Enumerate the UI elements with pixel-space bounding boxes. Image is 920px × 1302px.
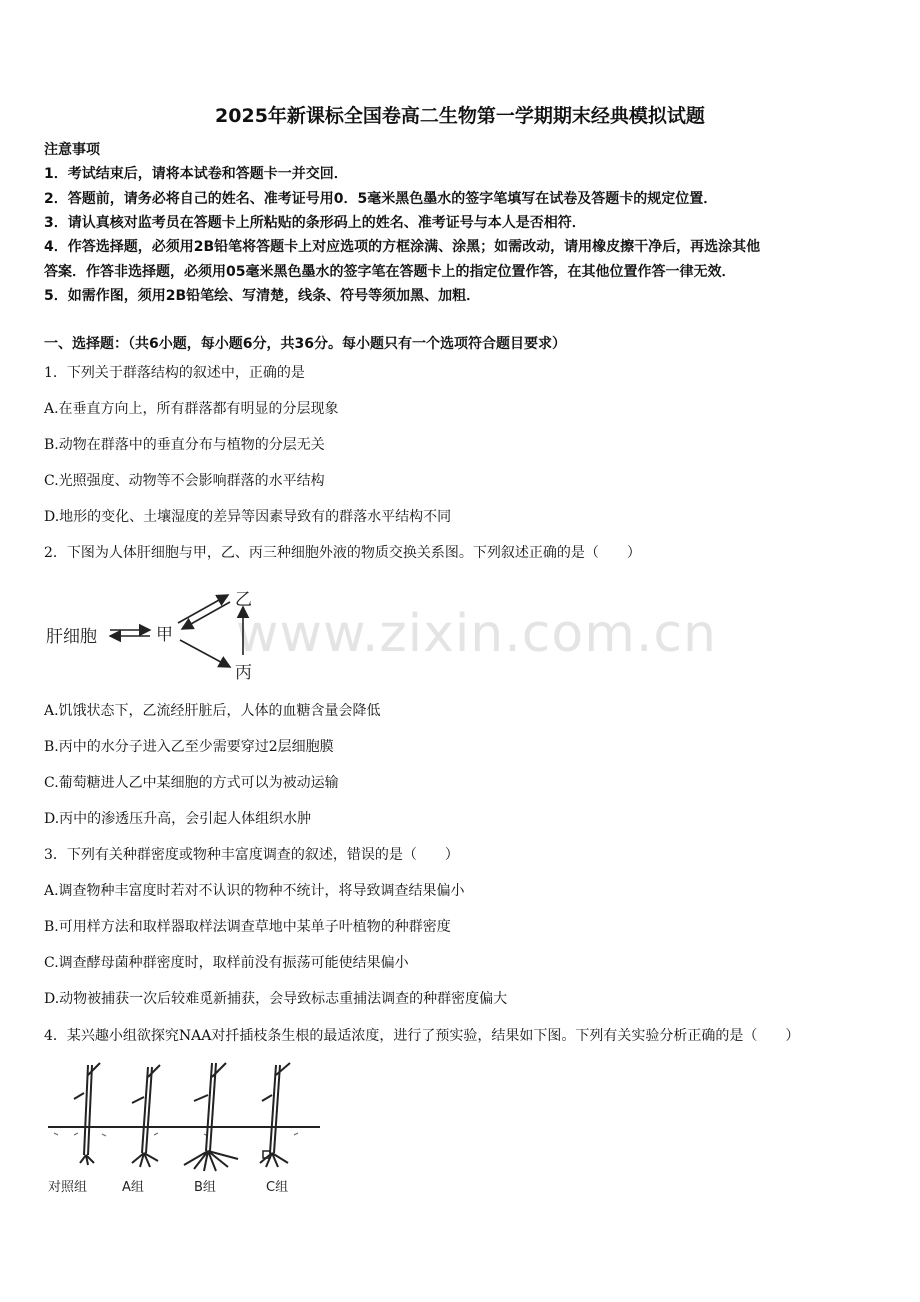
page-title: 2025年新课标全国卷高二生物第一学期期末经典模拟试题 [215, 105, 705, 127]
option-b: B.丙中的水分子进入乙至少需要穿过2层细胞膜 [44, 739, 334, 755]
question-stem: 1．下列关于群落结构的叙述中，正确的是 [44, 365, 305, 381]
question-stem: 2．下图为人体肝细胞与甲，乙、丙三种细胞外液的物质交换关系图。下列叙述正确的是（ ） [44, 545, 641, 561]
group-label-b: B组 [194, 1180, 216, 1195]
cuttings-illustration [44, 1055, 324, 1175]
notice-item: 4．作答选择题，必须用2B铅笔将答题卡上对应选项的方框涂满、涂黑；如需改动，请用橡皮擦干净后，再选涂其他 [44, 239, 761, 255]
cutting-a [132, 1065, 160, 1167]
option-b: B.动物在群落中的垂直分布与植物的分层无关 [44, 437, 325, 453]
notice-heading: 注意事项 [44, 142, 100, 158]
notice-item: 5．如需作图，须用2B铅笔绘、写清楚，线条、符号等须加黑、加粗． [44, 288, 481, 304]
exchange-arrows [100, 585, 260, 685]
question-stem: 4．某兴趣小组欲探究NAA对扦插枝条生根的最适浓度，进行了预实验，结果如下图。下列有关实验分析正确的是（ ） [44, 1028, 800, 1044]
notice-item: 答案．作答非选择题，必须用05毫米黑色墨水的签字笔在答题卡上的指定位置作答，在其他位置作答一律无效． [44, 264, 736, 280]
notice-item: 2．答题前，请务必将自己的姓名、准考证号用0．5毫米黑色墨水的签字笔填写在试卷及答题卡的规定位置． [44, 191, 718, 207]
option-a: A.饥饿状态下，乙流经肝脏后，人体的血糖含量会降低 [44, 703, 381, 719]
option-a: A.调查物种丰富度时若对不认识的物种不统计，将导致调查结果偏小 [44, 883, 465, 899]
option-b: B.可用样方法和取样器取样法调查草地中某单子叶植物的种群密度 [44, 919, 451, 935]
notice-item: 1．考试结束后，请将本试卷和答题卡一并交回． [44, 166, 348, 182]
diagram-label-bing: 丙 [235, 663, 252, 683]
watermark: www.zixin.com.cn [236, 604, 717, 664]
diagram-label-jia: 甲 [156, 625, 173, 645]
option-a: A.在垂直方向上，所有群落都有明显的分层现象 [44, 401, 339, 417]
cutting-b [184, 1063, 238, 1171]
group-label-c: C组 [266, 1180, 289, 1195]
option-d: D.动物被捕获一次后较难觅新捕获，会导致标志重捕法调查的种群密度偏大 [44, 991, 508, 1007]
option-d: D.地形的变化、土壤湿度的差异等因素导致有的群落水平结构不同 [44, 509, 452, 525]
option-c: C.光照强度、动物等不会影响群落的水平结构 [44, 473, 325, 489]
group-label-control: 对照组 [48, 1180, 88, 1195]
notice-item: 3．请认真核对监考员在答题卡上所粘贴的条形码上的姓名、准考证号与本人是否相符． [44, 215, 586, 231]
diagram-label-liver: 肝细胞 [46, 627, 97, 647]
option-c: C.调查酵母菌种群密度时，取样前没有振荡可能使结果偏小 [44, 955, 409, 971]
question-stem: 3．下列有关种群密度或物种丰富度调查的叙述，错误的是（ ） [44, 847, 459, 863]
cutting-control [74, 1063, 100, 1165]
option-d: D.丙中的渗透压升高，会引起人体组织水肿 [44, 811, 312, 827]
option-c: C.葡萄糖进人乙中某细胞的方式可以为被动运输 [44, 775, 339, 791]
group-label-a: A组 [122, 1180, 144, 1195]
cutting-c [260, 1063, 290, 1167]
section-heading: 一、选择题：（共6小题，每小题6分，共36分。每小题只有一个选项符合题目要求） [44, 336, 566, 352]
diagram-label-yi: 乙 [235, 590, 252, 610]
